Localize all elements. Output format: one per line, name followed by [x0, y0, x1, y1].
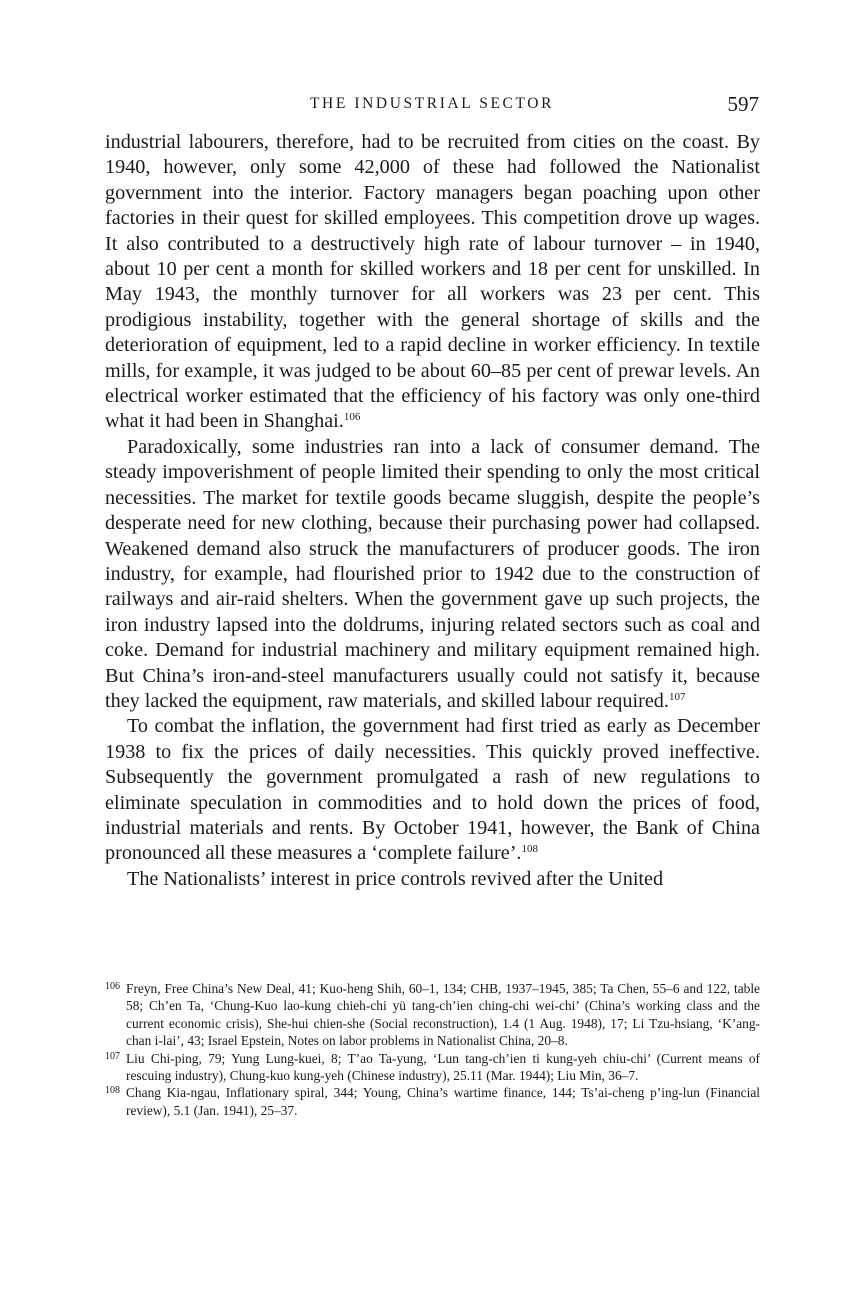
footnote-number: 106 — [105, 981, 120, 992]
footnote-number: 107 — [105, 1050, 120, 1062]
footnote — [105, 980, 760, 1050]
footnotes — [105, 980, 760, 1119]
paragraph — [105, 435, 760, 714]
paragraph — [105, 130, 760, 435]
paragraph-text: The Nationalists’ interest in price controls revived after the United — [127, 867, 664, 890]
paragraph-text: Paradoxically, some industries ran into a lack of consumer demand. The steady impoverishment of people limited their spending to only the most critical necessities. The market for textile goods became sluggish, despite the people’s desperate need for new clothing, because their purchasing power had collapsed. Weakened demand also struck the manufacturers of producer goods. The iron industry, for example, had flourished prior to 1942 due to the construction of railways and air-raid shelters. When the government gave up such projects, the iron industry lapsed into the doldrums, injuring related sectors such as coal and coke. Demand for industrial machinery and military equipment remained high. But China’s iron-and-steel manufacturers usually could not satisfy it, because they lacked the equipment, raw materials, and skilled labour required. — [105, 435, 760, 712]
paragraph — [105, 867, 760, 892]
paragraph — [105, 714, 760, 866]
page-number: 597 — [727, 92, 759, 116]
footnote-number: 108 — [105, 1085, 120, 1097]
footnote-text: Chang Kia-ngau, Inflationary spiral, 344; Young, China’s wartime finance, 144; Ts’ai-cheng p’ing-lun (Financial review), 5.1 (Jan. 1941), 25–37. — [126, 1085, 760, 1118]
paragraph-text: To combat the inflation, the government had first tried as early as December 1938 to fix the prices of daily necessities. This quickly proved ineffective. Subsequently the government promulgated a rash of new regulations to eliminate speculation in commodities and to hold down the prices of food, industrial materials and rents. By October 1941, however, the Bank of China pronounced all these measures a ‘complete failure’. — [105, 715, 760, 865]
footnote-reference: 106 — [343, 411, 361, 424]
footnote — [105, 1084, 760, 1119]
footnote-reference: 107 — [668, 690, 686, 703]
footnote-text: Liu Chi-ping, 79; Yung Lung-kuei, 8; T’ao Ta-yung, ‘Lun tang-ch’ien ti kung-yeh chiu-chi’ (Current means of rescuing industry), Chung-kuo kung-yeh (Chinese industry), 25.11 (Mar. 1944); Liu Min, 36–7. — [126, 1050, 760, 1084]
running-head: THE INDUSTRIAL SECTOR — [309, 95, 555, 112]
paragraph-text: industrial labourers, therefore, had to be recruited from cities on the coast. By 1940, however, only some 42,000 of these had followed the Nationalist government into the interior. Factory managers began poaching upon other factories in their quest for skilled employees. This competition drove up wages. It also contributed to a destructively high rate of labour turnover – in 1940, about 10 per cent a month for skilled workers and 18 per cent for unskilled. In May 1943, the monthly turnover for all workers was 23 per cent. This prodigious instability, together with the general shortage of skills and the deterioration of equipment, led to a rapid decline in worker efficiency. In textile mills, for example, it was judged to be about 60–85 per cent of prewar levels. An electrical worker estimated that the efficiency of his factory was only one-third what it had been in Shanghai. — [105, 131, 760, 433]
body-text — [105, 130, 760, 892]
footnote-reference: 108 — [521, 843, 538, 856]
footnote-text: Freyn, Free China’s New Deal, 41; Kuo-heng Shih, 60–1, 134; CHB, 1937–1945, 385; Ta Chen, 55–6 and 122, table 58; Ch’en Ta, ‘Chung-Kuo lao-kung chieh-chi yü tang-ch’ien ching-chi wei-chi’ (China’s working class and the current economic crisis), She-hui chien-she (Social reconstruction), 1.4 (1 Aug. 1948), 17; Li Tzu-hsiang, ‘K’ang-chan i-lai’, 43; Israel Epstein, Notes on labor problems in Nationalist China, 20–8. — [126, 981, 760, 1049]
footnote — [105, 1050, 760, 1085]
page-header — [0, 94, 864, 120]
